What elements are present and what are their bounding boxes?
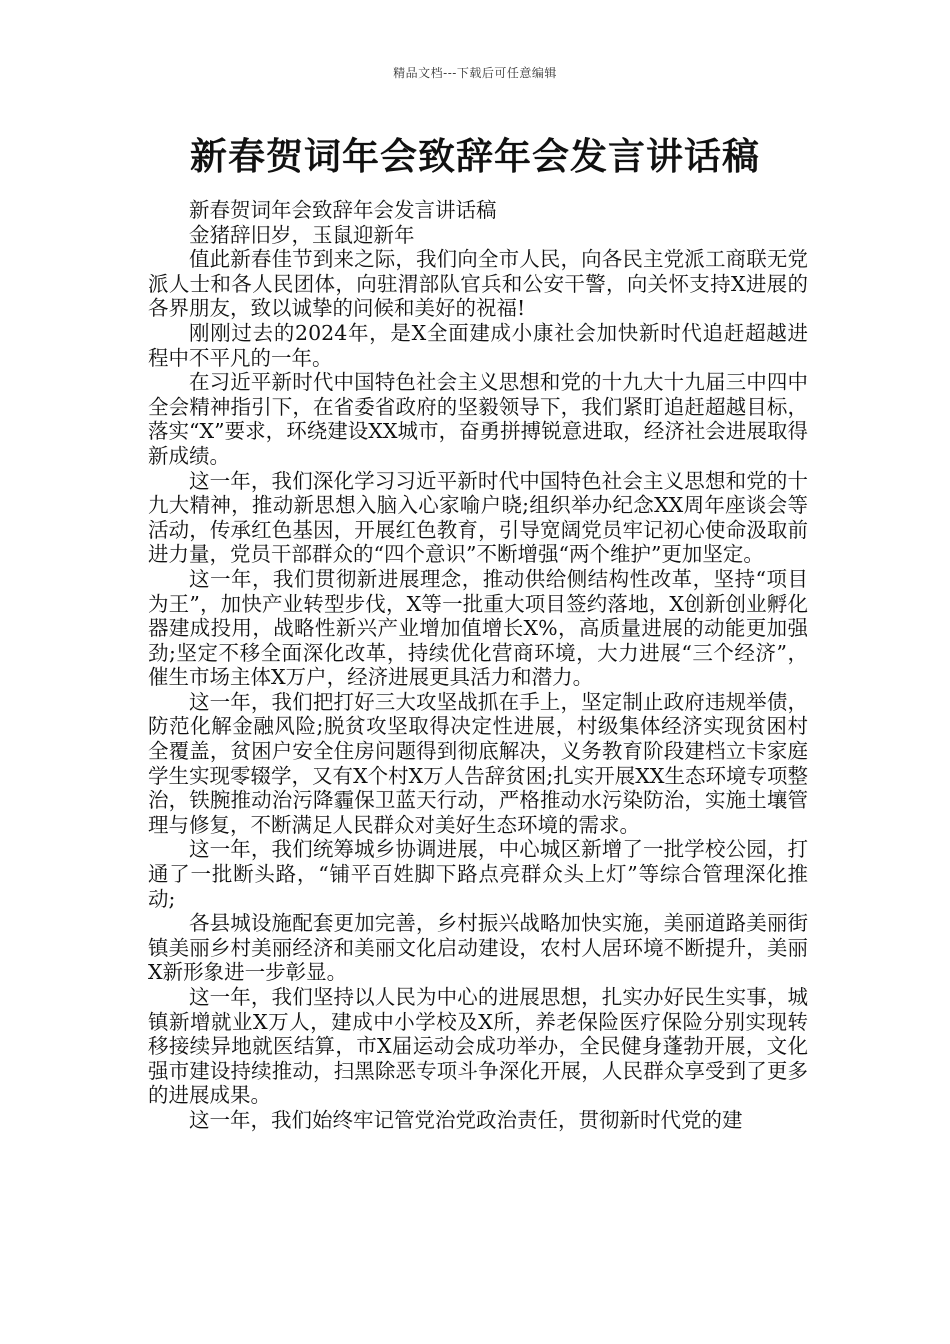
body-paragraph: 这一年，我们始终牢记管党治党政治责任，贯彻新时代党的建 [189, 1107, 743, 1132]
header-note: 精品文档---下载后可任意编辑 [393, 66, 557, 80]
body-paragraph: 这一年，我们贯彻新进展理念，推动供给侧结构性改革，坚持“项目为王”，加快产业转型步伐，X等一批重大项目签约落地，X创新创业孵化器建成投用，战略性新兴产业增加值增长X%，高质量进展的动能更加强劲;坚定不移全面深化改革，持续优化营商环境，大力进展“三个经济”，催生市场主体X万户，经济进展更具活力和潜力。 [148, 566, 808, 690]
body-paragraph: 刚刚过去的2024年，是X全面建成小康社会加快新时代追赶超越进程中不平凡的一年。 [148, 320, 808, 370]
body-paragraph: 在习近平新时代中国特色社会主义思想和党的十九大十九届三中四中全会精神指引下，在省委省政府的坚毅领导下，我们紧盯追赶超越目标，落实“X”要求，环绕建设XX城市，奋勇拼搏锐意进取，经济社会进展取得新成绩。 [148, 370, 808, 468]
body-paragraph: 值此新春佳节到来之际，我们向全市人民，向各民主党派工商联无党派人士和各人民团体，向驻渭部队官兵和公安干警，向关怀支持X进展的各界朋友，致以诚挚的问候和美好的祝福! [148, 247, 808, 321]
body-paragraph: 这一年，我们统筹城乡协调进展，中心城区新增了一批学校公园，打通了一批断头路，“铺平百姓脚下路点亮群众头上灯”等综合管理深化推动; [148, 837, 808, 911]
body-paragraph: 新春贺词年会致辞年会发言讲话稿 [189, 198, 497, 222]
body-paragraph: 这一年，我们坚持以人民为中心的进展思想，扎实办好民生实事，城镇新增就业X万人，建成中小学校及X所，养老保险医疗保险分别实现转移接续异地就医结算，市X届运动会成功举办，全民健身蓬勃开展，文化强市建设持续推动，扫黑除恶专项斗争深化开展，人民群众享受到了更多的进展成果。 [148, 985, 808, 1108]
body-paragraph: 金猪辞旧岁，玉鼠迎新年 [189, 222, 415, 247]
body-paragraph: 这一年，我们把打好三大攻坚战抓在手上，坚定制止政府违规举债，防范化解金融风险;脱贫攻坚取得决定性进展，村级集体经济实现贫困村全覆盖，贫困户安全住房问题得到彻底解决，义务教育阶段建档立卡家庭学生实现零辍学，又有X个村X万人告辞贫困;扎实开展XX生态环境专项整治，铁腕推动治污降霾保卫蓝天行动，严格推动水污染防治，实施土壤管理与修复，不断满足人民群众对美好生态环境的需求。 [148, 689, 808, 837]
document-title: 新春贺词年会致辞年会发言讲话稿 [190, 135, 760, 178]
body-paragraph: 这一年，我们深化学习习近平新时代中国特色社会主义思想和党的十九大精神，推动新思想入脑入心家喻户晓;组织举办纪念XX周年座谈会等活动，传承红色基因，开展红色教育，引导宽阔党员牢记初心使命汲取前进力量，党员干部群众的“四个意识”不断增强“两个维护”更加坚定。 [148, 468, 808, 567]
document-body [148, 198, 808, 1133]
body-paragraph: 各县城设施配套更加完善，乡村振兴战略加快实施，美丽道路美丽街镇美丽乡村美丽经济和美丽文化启动建设，农村人居环境不断提升，美丽X新形象进一步彰显。 [148, 911, 808, 985]
